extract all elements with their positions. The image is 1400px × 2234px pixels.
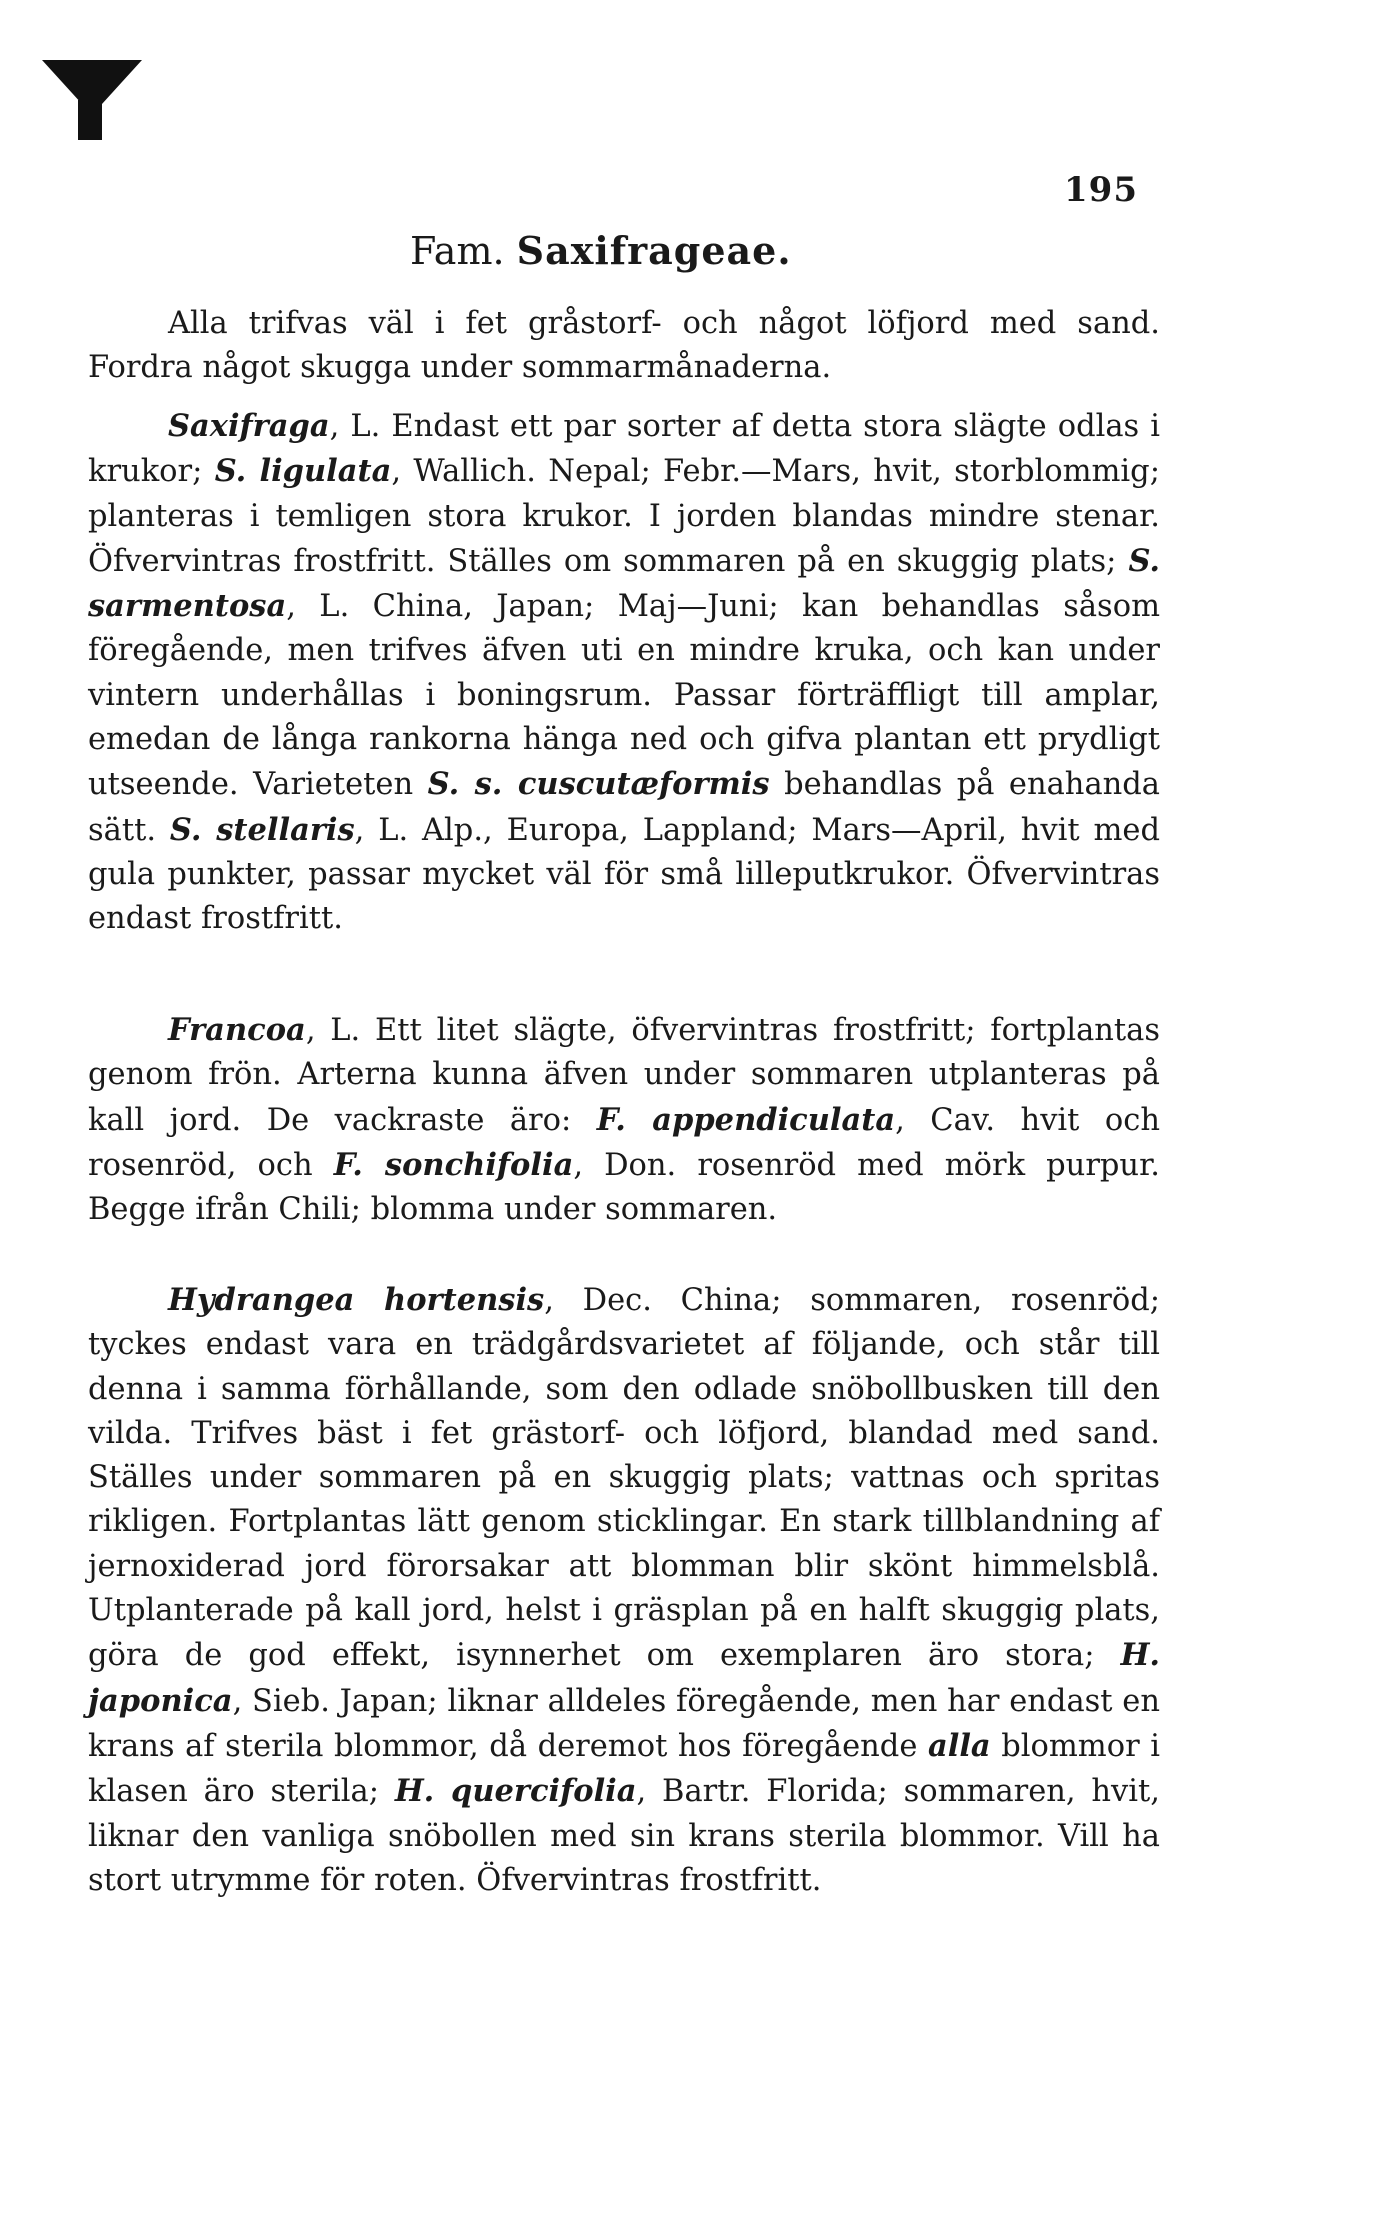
saxifraga-text-5: , L. Alp., Europa, Lappland; Mars—April, hvit med gula punkter, passar mycket väl för små lilleputkrukor. Öfvervintras endast frostfritt. [88, 812, 1160, 937]
genus-francoa: Francoa [168, 1012, 306, 1048]
species-quercifolia: H. quercifolia [394, 1773, 637, 1810]
section-heading [410, 228, 792, 273]
intro-paragraph-block [88, 302, 1160, 391]
hydrangea-text-3: blommor i klasen äro sterila; [88, 1728, 1160, 1810]
hydrangea-text-2: , Sieb. Japan; liknar alldeles föregående, men har endast en krans af sterila blommor, då deremot hos föregående [88, 1683, 1160, 1764]
francoa-text-1: , L. Ett litet slägte, öfvervintras frostfritt; fortplantas genom frön. Arterna kunna äfven under sommaren utplanteras på kall jord. De vackraste äro: [88, 1013, 1160, 1138]
fam-label: Fam. [410, 229, 505, 273]
saxifraga-paragraph-block [88, 404, 1160, 942]
francoa-paragraph-block [88, 1008, 1160, 1232]
species-stellaris: S. stellaris [169, 811, 355, 848]
francoa-text-3: , Don. rosenröd med mörk purpur. Begge ifrån Chili; blomma under sommaren. [88, 1147, 1160, 1228]
hydrangea-paragraph [88, 1278, 1160, 1903]
saxifraga-text-1: , L. Endast ett par sorter af detta stora slägte odlas i krukor; [88, 409, 1160, 490]
species-ligulata: S. ligulata [214, 453, 392, 490]
hydrangea-text-4: , Bartr. Florida; sommaren, hvit, liknar den vanliga snöbollen med sin krans sterila blommor. Vill ha stort utrymme för roten. Öfvervintras frostfritt. [88, 1774, 1160, 1898]
genus-hydrangea: Hydrangea hortensis [168, 1282, 545, 1318]
family-name: Saxifrageae. [516, 228, 792, 273]
species-cuscutaeformis: S. s. cuscutæformis [427, 766, 770, 803]
intro-paragraph [88, 302, 1160, 391]
francoa-text-2: , Cav. hvit och rosenröd, och [88, 1102, 1160, 1183]
species-sarmentosa: S. sarmentosa [88, 542, 1160, 625]
saxifraga-text-2: , Wallich. Nepal; Febr.—Mars, hvit, storblommig; planteras i temligen stora krukor. I jorden blandas mindre stenar. Öfvervintras frostfritt. Ställes om sommaren på en skuggig plats; [88, 454, 1160, 579]
francoa-paragraph [88, 1008, 1160, 1232]
printer-mark-stem [78, 100, 102, 140]
intro-text: Alla trifvas väl i fet gråstorf- och något löfjord med sand. Fordra något skugga under sommarmånaderna. [88, 306, 1160, 386]
saxifraga-text-4: behandlas på enahanda sätt. [88, 767, 1160, 848]
saxifraga-text-3: , L. China, Japan; Maj—Juni; kan behandlas såsom föregående, men trifves äfven uti en mindre kruka, och kan under vintern underhållas i boningsrum. Passar förträffligt till amplar, emedan de långa rankorna hänga ned och gifva plantan ett prydligt utseende. Varieteten [88, 589, 1160, 803]
species-appendiculata: F. appendiculata [596, 1101, 896, 1138]
hydrangea-text-1: , Dec. China; sommaren, rosenröd; tyckes endast vara en trädgårdsvarietet af följande, och står till denna i samma förhållande, som den odlade snöbollbusken till den vilda. Trifves bäst i fet grästorf- och löfjord, blandad med sand. Ställes under sommaren på en skuggig plats; vattnas och spritas rikligen. Fortplantas lätt genom sticklingar. En stark tillblandning af jernoxiderad jord förorsakar att blomman blir skönt himmelsblå. Utplanterade på kall jord, helst i gräsplan på en halft skuggig plats, göra de god effekt, isynnerhet om exemplaren äro stora; [88, 1283, 1161, 1674]
emphasis-alla: alla [927, 1727, 991, 1764]
species-japonica: H. japonica [88, 1637, 1160, 1719]
saxifraga-paragraph [88, 404, 1160, 942]
hydrangea-paragraph-block [88, 1278, 1160, 1903]
genus-saxifraga: Saxifraga [168, 408, 330, 444]
page-number: 195 [1064, 170, 1138, 210]
species-sonchifolia: F. sonchifolia [333, 1146, 574, 1183]
